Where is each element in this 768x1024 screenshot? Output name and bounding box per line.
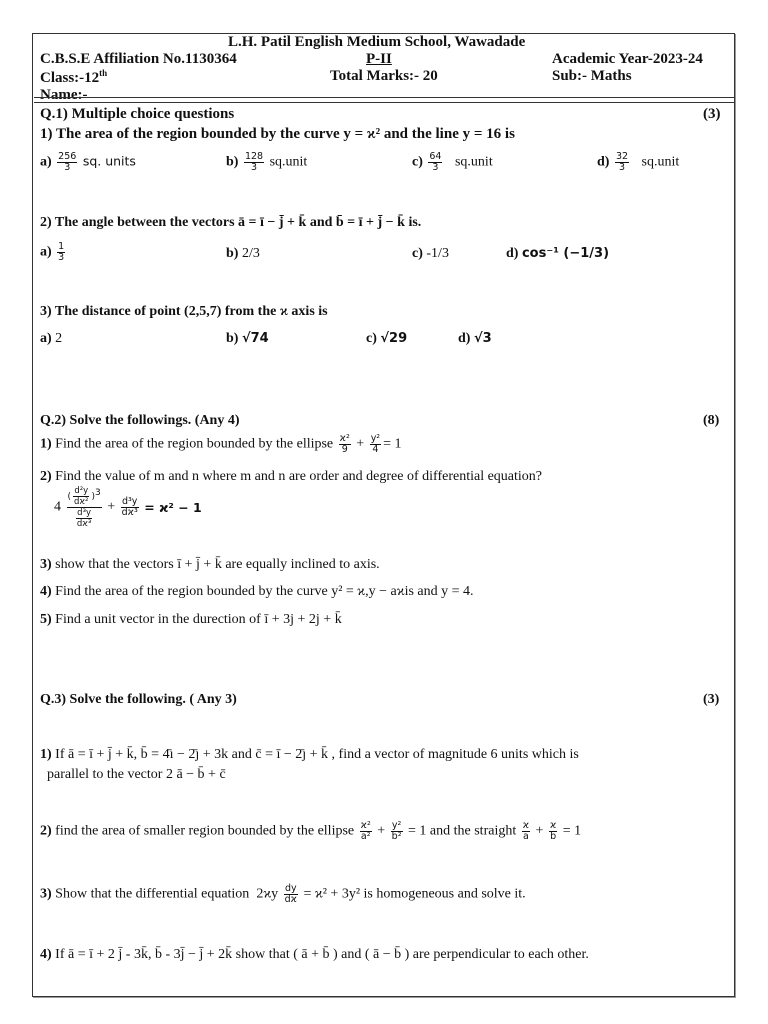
q1-item-3-option-c: c) √29 [366,331,408,346]
q1-item-2-option-c: c) -1/3 [412,246,449,261]
q1-item-2-option-a: a) $\frac{1}{3}$ [40,241,65,263]
q1-item-1-option-a: a) $\frac{256}{3}$ sq. units [40,151,136,173]
q1-item-1-option-c: c) $\frac{64}{3}$ sq.unit [412,151,493,173]
q3-item-2: 2) find the area of smaller region bounded by the ellipse $\frac{\text{ϰ²}}{\text{a²}}$ + $\frac{\text{y²}}{\text{b²}}$ = 1 and the straight $\frac{ϰ}{a}$ + $\frac{ϰ}{b}$ = 1 [40,820,582,842]
q1-marks: (3) [703,106,721,122]
q2-item-5: 5) Find a unit vector in the durection of ī + 3j + 2j + k̄ [40,612,342,627]
q1-item-2: 2) The angle between the vectors ā = ī − j̄ + k̄ and b̄ = ī + j̄ − k̄ is. [40,215,422,230]
q2-item-2-equation: 4 ( $\frac{\text{d²y}}{\text{dϰ²}}$ )$^3$ $\frac{\text{d³y}}{\text{dϰ³}}$ + $\frac{\text{d³y}}{\text{dϰ³}}$ = ϰ² − 1 [54,486,202,529]
q2-heading: Q.2) Solve the followings. (Any 4) [40,413,240,428]
header-divider-top [34,97,734,98]
q3-item-1: 1) If ā = ī + j̄ + k̄, b̄ = 4̄ı − 2̄ȷ + 3k and c̄ = ī − 2̄ȷ + k̄ , find a vector of magnitude 6 units which is [40,747,579,762]
q2-item-2: 2) Find the value of m and n where m and n are order and degree of differential equation? [40,469,542,484]
q3-marks: (3) [703,692,720,707]
q3-item-4: 4) If ā = ī + 2 j̄ - 3k̄, b̄ - 3j̄ − j̄ + 2k̄ show that ( ā + b̄ ) and ( ā − b̄ ) are perpendicular to each other. [40,947,589,962]
school-name: L.H. Patil English Medium School, Wawadade [228,34,526,50]
q3-item-3: 3) Show that the differential equation 2ϰy $\frac{dy}{dϰ}$ = ϰ² + 3y² is homogeneous and solve it. [40,883,526,905]
q1-heading: Q.1) Multiple choice questions [40,106,235,122]
q1-item-2-option-d: d) cos⁻¹ (−1/3) [506,246,610,261]
q3-item-1-continuation: parallel to the vector 2 ā − b̄ + c̄ [47,767,226,782]
q1-item-1-option-b: b) $\frac{128}{3}$ sq.unit [226,151,308,173]
academic-year: Academic Year-2023-24 [552,51,703,67]
q1-item-1-option-d: d) $\frac{32}{3}$ sq.unit [597,151,680,173]
q2-item-1: 1) Find the area of the region bounded by the ellipse $\frac{\text{ϰ²}}{9}$ + $\frac{\text{y²}}{4}$ = 1 [40,433,402,455]
q2-item-3: 3) show that the vectors ī + j̄ + k̄ are equally inclined to axis. [40,557,380,572]
q1-item-3-option-a: a) 2 [40,331,63,346]
q1-item-3: 3) The distance of point (2,5,7) from the ϰ axis is [40,304,328,319]
q1-item-2-option-b: b) 2/3 [226,246,260,261]
total-marks: Total Marks:- 20 [330,68,438,84]
q3-heading: Q.3) Solve the following. ( Any 3) [40,692,237,707]
subject: Sub:- Maths [552,68,632,84]
affiliation-number: C.B.S.E Affiliation No.1130364 [40,51,237,67]
q1-item-1: 1) The area of the region bounded by the curve y = ϰ² and the line y = 16 is [40,126,515,142]
q1-item-3-option-d: d) √3 [458,331,492,346]
class-label: Class:-12th [40,68,108,86]
q2-item-4: 4) Find the area of the region bounded by the curve y² = ϰ,y − aϰis and y = 4. [40,584,474,599]
q1-item-3-option-b: b) √74 [226,331,269,346]
header-divider-bottom [34,102,734,103]
name-label: Name:- [40,87,88,103]
q2-marks: (8) [703,413,720,428]
paper-code: P-II [366,51,392,67]
